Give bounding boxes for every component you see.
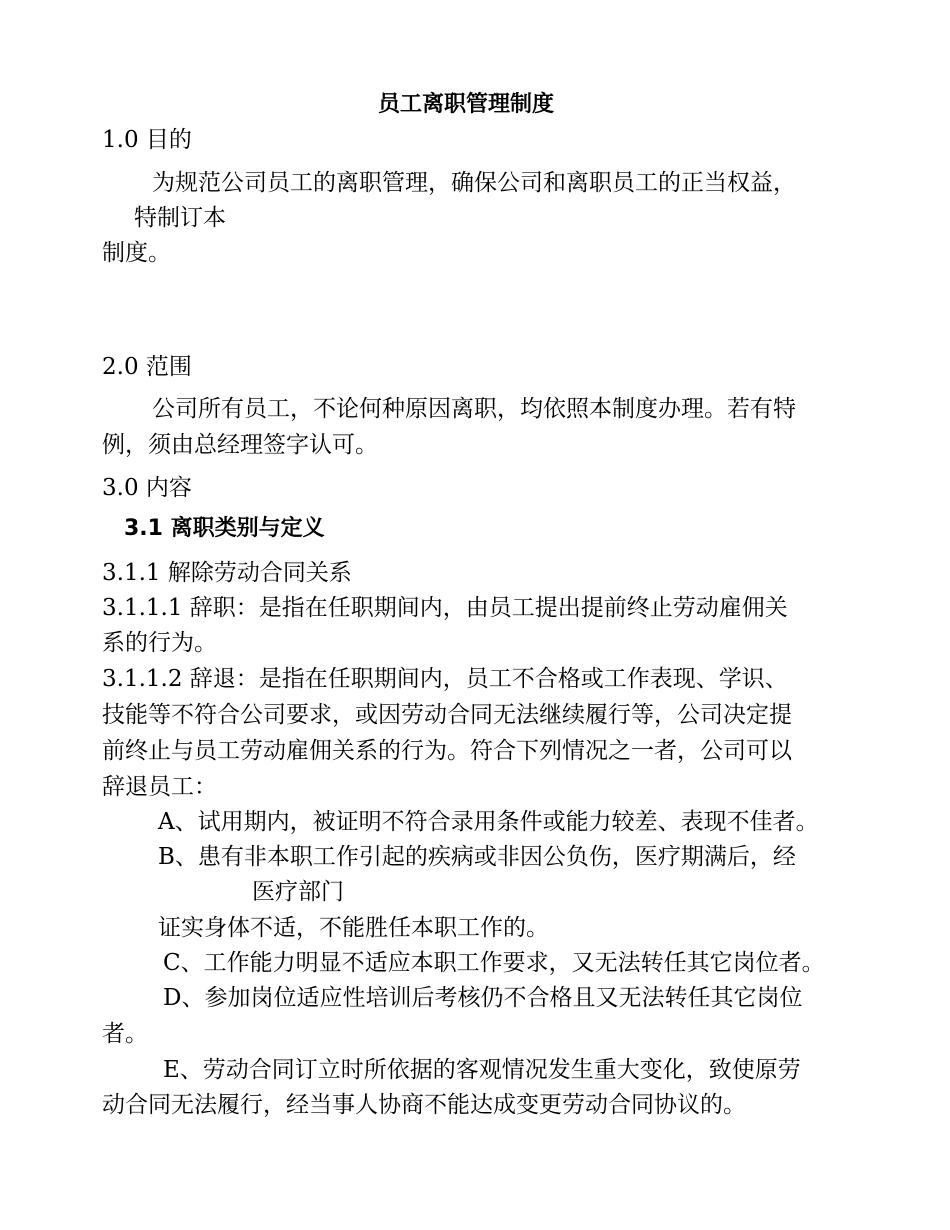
section-2-text-line: 公司所有员工，不论何种原因离职，均依照本制度办理。若有特: [152, 396, 796, 422]
list-item-e-line: 动合同无法履行，经当事人协商不能达成变更劳动合同协议的。: [102, 1092, 746, 1118]
section-1-text-line: 制度。: [102, 240, 171, 266]
list-item-d-line: D、参加岗位适应性培训后考核仍不合格且又无法转任其它岗位: [163, 985, 803, 1011]
list-item-d-line: 者。: [102, 1021, 148, 1047]
list-item-e-line: E、劳动合同订立时所依据的客观情况发生重大变化，致使原劳: [163, 1057, 801, 1083]
clause-3-1-1-1-line: 系的行为。: [102, 630, 217, 656]
list-item-a: A、试用期内，被证明不符合录用条件或能力较差、表现不佳者。: [158, 809, 819, 835]
clause-3-1-1-1-line: 3.1.1.1 辞职：是指在任职期间内，由员工提出提前终止劳动雇佣关: [102, 595, 788, 621]
section-1-text-line: 特制订本: [134, 205, 226, 231]
clause-3-1-1-2-line: 辞退员工：: [102, 774, 217, 800]
section-3-1-1-heading: 3.1.1 解除劳动合同关系: [102, 560, 352, 586]
clause-3-1-1-2-line: 前终止与员工劳动雇佣关系的行为。符合下列情况之一者，公司可以: [102, 738, 792, 764]
list-item-b-line: B、患有非本职工作引起的疾病或非因公负伤，医疗期满后，经: [158, 844, 796, 870]
clause-3-1-1-2-line: 技能等不符合公司要求，或因劳动合同无法继续履行等，公司决定提: [102, 702, 792, 728]
section-1-heading: 1.0 目的: [102, 127, 192, 153]
section-2-text-line: 例，须由总经理签字认可。: [102, 432, 378, 458]
list-item-b-line: 证实身体不适，不能胜任本职工作的。: [158, 915, 549, 941]
list-item-c: C、工作能力明显不适应本职工作要求，又无法转任其它岗位者。: [163, 950, 825, 976]
section-3-1-heading: 3.1 离职类别与定义: [124, 516, 325, 541]
clause-3-1-1-2-line: 3.1.1.2 辞退：是指在任职期间内，员工不合格或工作表现、学识、: [102, 666, 788, 692]
section-2-heading: 2.0 范围: [102, 354, 192, 380]
section-1-text-line: 为规范公司员工的离职管理，确保公司和离职员工的正当权益，: [152, 170, 796, 196]
list-item-b-line: 医疗部门: [252, 879, 344, 905]
section-3-heading: 3.0 内容: [102, 475, 192, 501]
document-title: 员工离职管理制度: [378, 92, 555, 117]
